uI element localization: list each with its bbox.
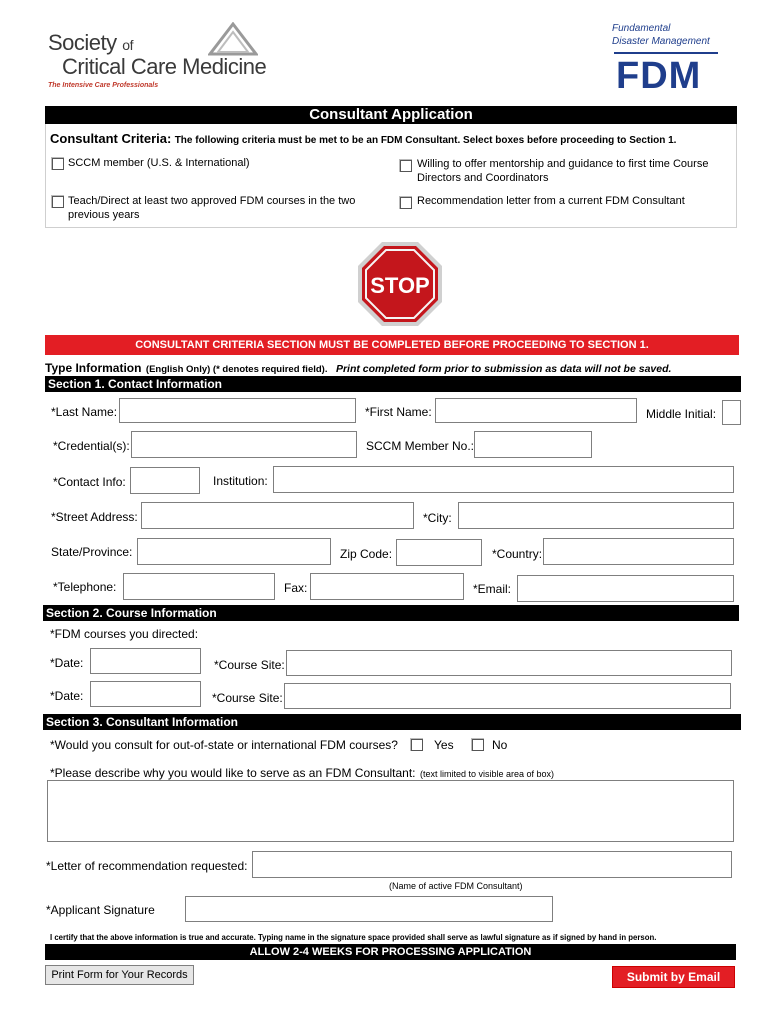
criteria-checkbox-teach-direct[interactable] xyxy=(52,196,64,208)
email-field[interactable] xyxy=(517,575,734,602)
criteria-item-label: previous years xyxy=(68,209,140,221)
consult-no-checkbox[interactable] xyxy=(472,739,484,751)
credentials-label: *Credential(s): xyxy=(53,439,130,453)
criteria-item-label: Teach/Direct at least two approved FDM courses in the two xyxy=(68,195,356,207)
email-label: *Email: xyxy=(473,582,512,596)
course-site1-label: *Course Site: xyxy=(214,658,285,672)
consult-question-label: *Would you consult for out-of-state or international FDM courses? xyxy=(50,738,398,752)
date2-field[interactable] xyxy=(90,681,201,707)
first-name-label: *First Name: xyxy=(365,405,432,419)
sccm-logo-of: of xyxy=(122,37,133,53)
fdm-logo-letters: FDM xyxy=(616,55,702,90)
date2-label: *Date: xyxy=(50,689,84,703)
fdm-courses-label: *FDM courses you directed: xyxy=(50,627,199,641)
certify-text: I certify that the above information is true and accurate. Typing name in the signature space provided shall serve as lawful signature as if signed by hand in person. xyxy=(50,933,657,942)
section1-header: Section 1. Contact Information xyxy=(45,376,741,392)
zip-code-label: Zip Code: xyxy=(340,547,393,561)
last-name-label: *Last Name: xyxy=(51,405,118,419)
contact-info-field[interactable] xyxy=(130,467,200,494)
country-label: *Country: xyxy=(492,547,543,561)
state-province-label: State/Province: xyxy=(51,545,133,559)
signature-field[interactable] xyxy=(185,896,553,922)
section3-header: Section 3. Consultant Information xyxy=(43,714,741,730)
consult-yes-checkbox[interactable] xyxy=(411,739,423,751)
letter-field[interactable] xyxy=(252,851,732,878)
consult-yes-label: Yes xyxy=(434,738,454,752)
middle-initial-field[interactable] xyxy=(722,400,741,425)
describe-note: (text limited to visible area of box) xyxy=(419,769,555,779)
describe-label: *Please describe why you would like to serve as an FDM Consultant: xyxy=(50,766,416,780)
criteria-item-label: Willing to offer mentorship and guidance to first time Course xyxy=(417,158,709,170)
date1-label: *Date: xyxy=(50,656,84,670)
institution-label: Institution: xyxy=(213,474,268,488)
country-field[interactable] xyxy=(543,538,734,565)
warning-banner: CONSULTANT CRITERIA SECTION MUST BE COMPLETED BEFORE PROCEEDING TO SECTION 1. xyxy=(45,335,739,355)
street-address-label: *Street Address: xyxy=(51,510,138,524)
criteria-checkbox-mentorship[interactable] xyxy=(400,160,412,172)
first-name-field[interactable] xyxy=(435,398,637,423)
submit-email-button[interactable]: Submit by Email xyxy=(612,966,735,988)
date1-field[interactable] xyxy=(90,648,201,674)
criteria-item-label: Directors and Coordinators xyxy=(417,172,549,184)
telephone-label: *Telephone: xyxy=(53,580,117,594)
type-info-print-note: Print completed form prior to submission as data will not be saved. xyxy=(335,363,672,375)
type-info-line xyxy=(45,359,671,377)
contact-info-label: *Contact Info: xyxy=(53,475,126,489)
course-site1-field[interactable] xyxy=(286,650,732,676)
fax-field[interactable] xyxy=(310,573,464,600)
fdm-logo-text xyxy=(612,22,710,48)
street-address-field[interactable] xyxy=(141,502,414,529)
letter-label: *Letter of recommendation requested: xyxy=(46,859,248,873)
course-site2-field[interactable] xyxy=(284,683,731,709)
state-province-field[interactable] xyxy=(137,538,331,565)
describe-textarea[interactable] xyxy=(47,780,734,842)
middle-initial-label: Middle Initial: xyxy=(646,407,717,421)
type-info-note: (English Only) (* denotes required field). xyxy=(145,364,328,375)
criteria-checkbox-sccm-member[interactable] xyxy=(52,158,64,170)
sccm-logo-line2: Critical Care Medicine xyxy=(62,54,267,79)
stop-sign-icon xyxy=(356,240,444,328)
criteria-heading: Consultant Criteria: xyxy=(50,131,172,146)
print-form-button[interactable]: Print Form for Your Records xyxy=(45,965,194,985)
last-name-field[interactable] xyxy=(119,398,356,423)
type-info-label: Type Information xyxy=(45,361,142,375)
fdm-line1: Fundamental xyxy=(612,23,671,34)
telephone-field[interactable] xyxy=(123,573,275,600)
sccm-logo-line1: Society xyxy=(48,30,117,55)
city-field[interactable] xyxy=(458,502,734,529)
section2-header: Section 2. Course Information xyxy=(43,605,739,621)
criteria-item-label: SCCM member (U.S. & International) xyxy=(68,157,250,169)
signature-label: *Applicant Signature xyxy=(46,903,155,917)
sccm-member-no-label: SCCM Member No.: xyxy=(366,439,475,453)
institution-field[interactable] xyxy=(273,466,734,493)
fdm-line2: Disaster Management xyxy=(612,36,710,47)
sccm-member-no-field[interactable] xyxy=(474,431,592,458)
course-site2-label: *Course Site: xyxy=(212,691,283,705)
zip-code-field[interactable] xyxy=(396,539,482,566)
stop-sign-text: STOP xyxy=(370,273,430,298)
criteria-checkbox-recommendation[interactable] xyxy=(400,197,412,209)
credentials-field[interactable] xyxy=(131,431,357,458)
city-label: *City: xyxy=(423,511,452,525)
page-title: Consultant Application xyxy=(45,106,737,124)
sccm-triangle-icon xyxy=(208,22,258,56)
letter-note: (Name of active FDM Consultant) xyxy=(389,881,523,891)
consult-no-label: No xyxy=(492,738,508,752)
fax-label: Fax: xyxy=(284,581,308,595)
fdm-logo xyxy=(614,52,718,90)
criteria-item-label: Recommendation letter from a current FDM Consultant xyxy=(417,195,685,207)
sccm-tagline: The Intensive Care Professionals xyxy=(48,82,159,89)
processing-banner: ALLOW 2-4 WEEKS FOR PROCESSING APPLICATION xyxy=(45,944,736,960)
criteria-subheading: The following criteria must be met to be an FDM Consultant. Select boxes before proceeding to Section 1. xyxy=(174,135,677,146)
criteria-header xyxy=(50,131,676,146)
